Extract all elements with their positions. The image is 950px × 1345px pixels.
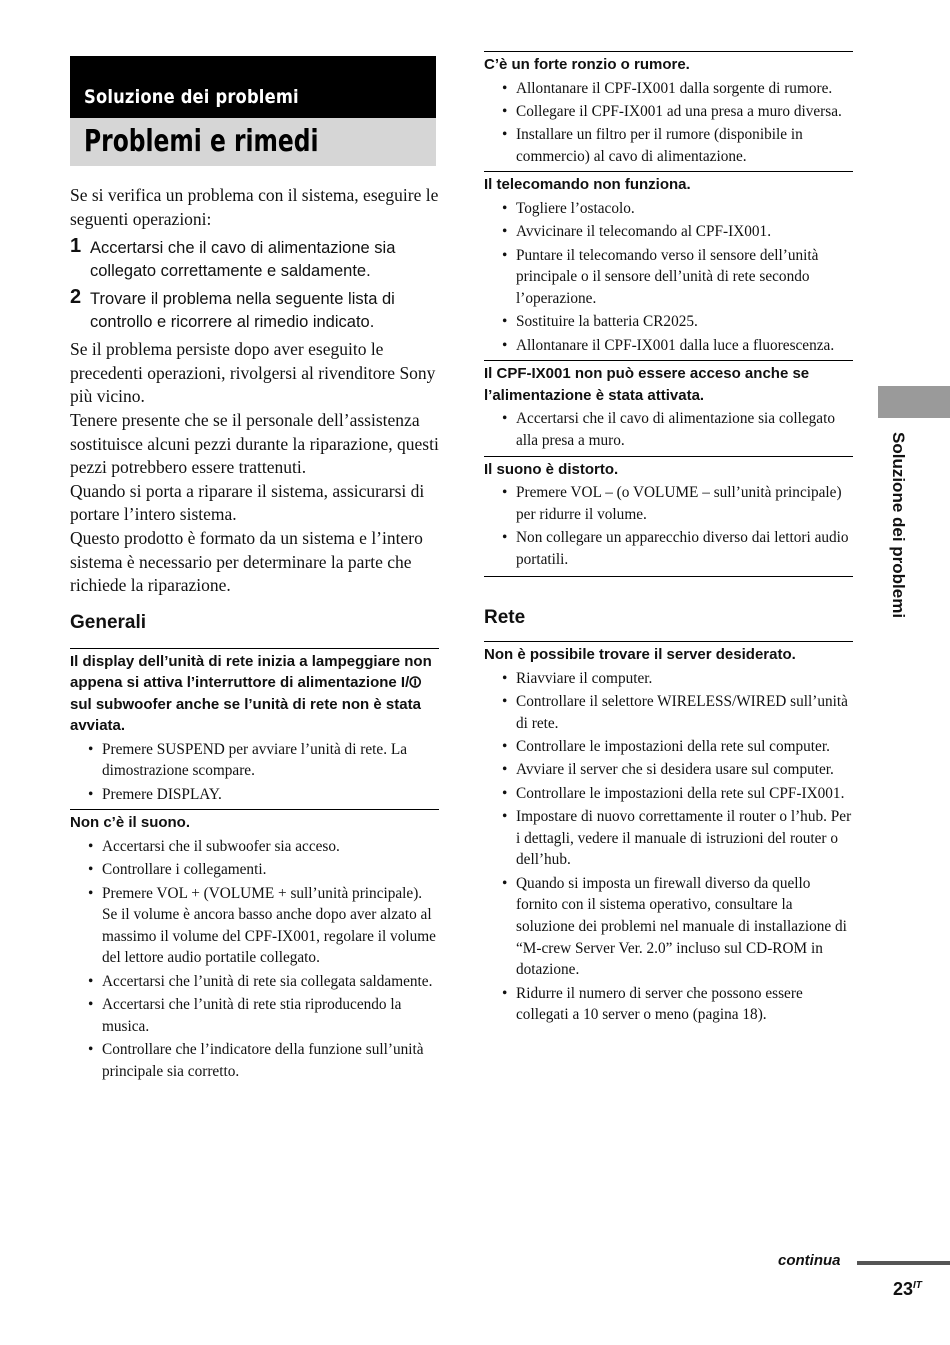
problem-block	[484, 51, 853, 167]
header-band	[70, 56, 436, 166]
step-2	[70, 288, 439, 333]
problem-block	[484, 171, 853, 356]
generali-heading: Generali	[70, 611, 147, 633]
intro-paragraph: Questo prodotto è formato da un sistema e l’intero sistema è necessario per determinare la parte che richiede la riparazione.	[70, 527, 423, 596]
page-number-suffix: IT	[913, 1280, 922, 1291]
remedy-item: • Quando si imposta un firewall diverso da quello fornito con il sistema operativo, consultare la soluzione dei problemi nel manuale di installazione di “M-crew Server Ver. 2.0” incluso sul CD-ROM in dotazione.	[502, 873, 853, 981]
remedy-item: • Sostituire la batteria CR2025.	[502, 311, 853, 333]
page-number	[893, 1279, 922, 1300]
remedy-item: • Riavviare il computer.	[502, 668, 853, 690]
problem-block	[70, 809, 439, 1082]
page-heading-box	[70, 118, 436, 166]
intro-lead: Se si verifica un problema con il sistema, eseguire le seguenti operazioni:	[70, 185, 439, 229]
step-number: 1	[70, 235, 82, 258]
remedy-item: • Impostare di nuovo correttamente il router o l’hub. Per i dettagli, vedere il manuale di istruzioni del router o dell’hub.	[502, 806, 853, 871]
problem-title: Non è possibile trovare il server desiderato.	[484, 641, 853, 666]
problem-title: Non c’è il suono.	[70, 809, 439, 834]
remedy-list	[484, 668, 853, 1026]
problem-title: C’è un forte ronzio o rumore.	[484, 51, 853, 76]
remedy-item: • Controllare le impostazioni della rete sul computer.	[502, 736, 853, 758]
rete-heading: Rete	[484, 607, 526, 629]
side-tab-label	[888, 432, 912, 662]
intro-paragraph: Se il problema persiste dopo aver eseguito le precedenti operazioni, rivolgersi al rivenditore Sony più vicino.	[70, 339, 436, 407]
remedy-item: • Accertarsi che l’unità di rete sia collegata saldamente.	[88, 971, 439, 993]
section-divider	[484, 576, 853, 577]
remedy-item: • Allontanare il CPF-IX001 dalla sorgente di rumore.	[502, 78, 853, 100]
step-1	[70, 237, 439, 282]
page-heading: Problemi e rimedi	[84, 124, 319, 159]
remedy-list	[484, 198, 853, 356]
remedy-item: • Togliere l’ostacolo.	[502, 198, 853, 220]
problem-block	[484, 360, 853, 451]
page-number-value: 23	[893, 1279, 914, 1299]
remedy-item: • Avviare il server che si desidera usare sul computer.	[502, 759, 853, 781]
remedy-item: • Accertarsi che l’unità di rete stia riproducendo la musica.	[88, 994, 439, 1037]
remedy-list	[484, 408, 853, 451]
remedy-item: • Controllare il selettore WIRELESS/WIRED sull’unità di rete.	[502, 691, 853, 734]
continua-label: continua	[778, 1252, 841, 1269]
remedy-item: • Puntare il telecomando verso il sensore dell’unità principale o il sensore dell’unità di rete secondo l’operazione.	[502, 245, 853, 310]
remedy-item: • Controllare i collegamenti.	[88, 859, 439, 881]
remedy-item: • Ridurre il numero di server che possono essere collegati a 10 server o meno (pagina 18).	[502, 983, 853, 1026]
step-text: Trovare il problema nella seguente lista di controllo e ricorrere al rimedio indicato.	[90, 290, 395, 331]
problem-block	[484, 456, 853, 571]
remedy-item: • Accertarsi che il cavo di alimentazione sia collegato alla presa a muro.	[502, 408, 853, 451]
remedy-item: • Collegare il CPF-IX001 ad una presa a muro diversa.	[502, 101, 853, 123]
problem-title: Il display dell’unità di rete inizia a lampeggiare non appena si attiva l’interruttore di alimentazione I/⏼ sul subwoofer anche se l’unità di rete non è stata avviata.	[70, 648, 439, 737]
remedy-item: • Premere DISPLAY.	[88, 784, 439, 806]
remedy-list	[70, 836, 439, 1083]
remedy-item: • Premere VOL – (o VOLUME – sull’unità principale) per ridurre il volume.	[502, 482, 853, 525]
side-tab-text: Soluzione dei problemi	[889, 432, 908, 619]
section-title-box	[70, 56, 436, 118]
remedy-item: • Avvicinare il telecomando al CPF-IX001.	[502, 221, 853, 243]
remedy-item: • Premere VOL + (VOLUME + sull’unità principale). Se il volume è ancora basso anche dopo aver alzato al massimo il volume del CPF-IX001, regolare il volume del lettore audio portatile collegato.	[88, 883, 439, 969]
problem-block	[70, 648, 439, 806]
remedy-item: • Controllare che l’indicatore della funzione sull’unità principale sia corretto.	[88, 1039, 439, 1082]
intro-paragraph: Quando si porta a riparare il sistema, assicurarsi di portare l’intero sistema.	[70, 480, 425, 525]
problem-title: Il suono è distorto.	[484, 456, 853, 481]
remedy-item: • Installare un filtro per il rumore (disponibile in commercio) al cavo di alimentazione.	[502, 124, 853, 167]
remedy-item: • Premere SUSPEND per avviare l’unità di rete. La dimostrazione scompare.	[88, 739, 439, 782]
remedy-list	[70, 739, 439, 806]
remedy-item: • Accertarsi che il subwoofer sia acceso.	[88, 836, 439, 858]
problem-block	[484, 641, 853, 1026]
problem-title: Il telecomando non funziona.	[484, 171, 853, 196]
remedy-list	[484, 482, 853, 570]
step-number: 2	[70, 286, 82, 309]
side-tab-marker	[878, 386, 950, 418]
right-column	[484, 51, 853, 1028]
left-column	[70, 184, 439, 1084]
section-title: Soluzione dei problemi	[84, 86, 299, 108]
remedy-item: • Allontanare il CPF-IX001 dalla luce a fluorescenza.	[502, 335, 853, 357]
problem-title: Il CPF-IX001 non può essere acceso anche se l’alimentazione è stata attivata.	[484, 360, 853, 406]
continua-rule	[857, 1261, 950, 1265]
remedy-item: • Non collegare un apparecchio diverso dai lettori audio portatili.	[502, 527, 853, 570]
remedy-list	[484, 78, 853, 168]
remedy-item: • Controllare le impostazioni della rete sul CPF-IX001.	[502, 783, 853, 805]
step-text: Accertarsi che il cavo di alimentazione sia collegato correttamente e saldamente.	[90, 239, 396, 280]
intro-paragraph: Tenere presente che se il personale dell’assistenza sostituisce alcuni pezzi durante la riparazione, questi pezzi potrebbero essere trattenuti.	[70, 409, 439, 478]
